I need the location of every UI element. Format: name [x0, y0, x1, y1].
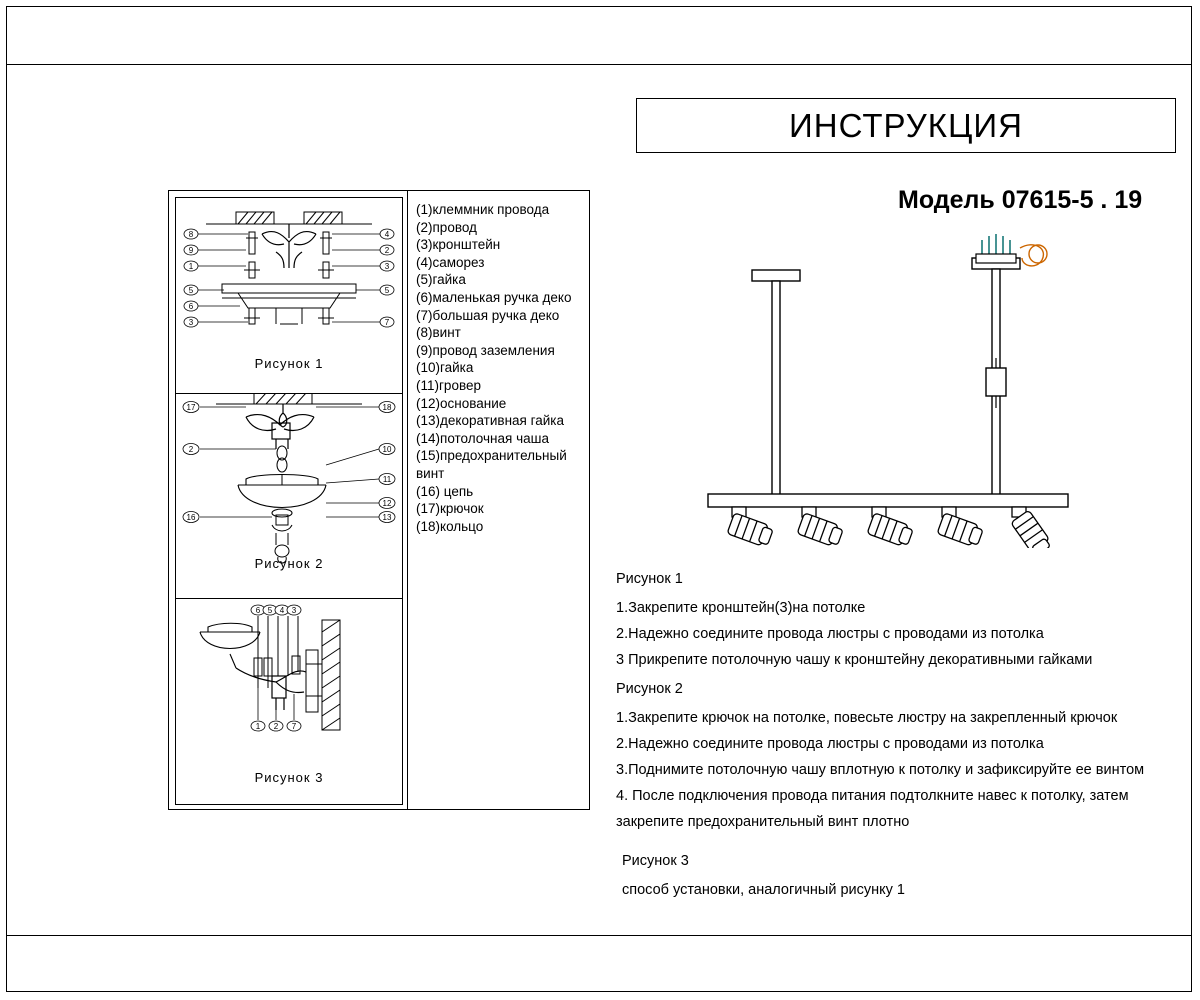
figure-1 — [176, 198, 402, 400]
parts-list-item: (3)кронштейн — [416, 237, 501, 253]
figure-3-caption: Рисунок 3 — [254, 770, 324, 785]
figure-3-drawing — [176, 598, 402, 768]
product-illustration — [690, 218, 1110, 548]
instructions-figure-3-heading: Рисунок 3 — [622, 853, 689, 869]
svg-text:10: 10 — [382, 445, 392, 454]
instruction-step: 2.Надежно соедините провода люстры с проводами из потолка — [616, 626, 1044, 642]
instruction-step: 1.Закрепите крючок на потолке, повесьте люстру на закрепленный крючок — [616, 710, 1118, 726]
svg-text:5: 5 — [384, 286, 390, 295]
svg-text:3: 3 — [384, 262, 390, 271]
figure-1-drawing — [176, 198, 402, 378]
svg-text:18: 18 — [382, 403, 392, 412]
svg-text:2: 2 — [188, 445, 194, 454]
parts-list-item: (18)кольцо — [416, 518, 484, 534]
parts-list-item: (7)большая ручка деко — [416, 307, 560, 323]
page-title: ИНСТРУКЦИЯ — [789, 106, 1023, 144]
svg-text:13: 13 — [382, 513, 392, 522]
instructions-figure-1-heading: Рисунок 1 — [616, 571, 683, 587]
svg-text:6: 6 — [255, 606, 261, 615]
figure-2-drawing — [176, 393, 402, 578]
figure-1-caption: Рисунок 1 — [254, 356, 324, 371]
parts-list-item: (6)маленькая ручка деко — [416, 289, 572, 305]
svg-text:17: 17 — [186, 403, 196, 412]
svg-text:6: 6 — [188, 302, 194, 311]
parts-list-item: (8)винт — [416, 325, 461, 341]
svg-text:1: 1 — [188, 262, 194, 271]
model-label: Модель 07615-5 . 19 — [898, 186, 1143, 214]
parts-list-item: (1)клеммник провода — [416, 202, 550, 217]
svg-text:5: 5 — [188, 286, 194, 295]
parts-list-item: (2)провод — [416, 219, 477, 235]
svg-text:4: 4 — [279, 606, 285, 615]
parts-list-item: (13)декоративная гайка — [416, 413, 564, 429]
instructions-figure-2-heading: Рисунок 2 — [616, 681, 683, 697]
track-light-drawing — [690, 218, 1110, 548]
svg-text:12: 12 — [382, 499, 392, 508]
parts-list-item: (17)крючок — [416, 501, 484, 517]
svg-text:7: 7 — [384, 318, 390, 327]
instructions-figure-2 — [616, 676, 1186, 835]
instruction-step: 2.Надежно соедините провода люстры с проводами из потолка — [616, 736, 1044, 752]
instruction-step: 4. После подключения провода питания подтолкните навес к потолку, затем закрепите предохранительный винт плотно — [616, 788, 1129, 830]
figures-frame — [168, 190, 408, 810]
instruction-step: способ установки, аналогичный рисунку 1 — [622, 882, 905, 898]
footer-rule — [6, 935, 1192, 936]
parts-list-item: (16) цепь — [416, 483, 474, 499]
svg-text:5: 5 — [267, 606, 273, 615]
svg-text:2: 2 — [273, 722, 279, 731]
parts-list-item: (5)гайка — [416, 272, 466, 288]
parts-list-item: (15)предохранительный винт — [416, 448, 567, 481]
svg-text:7: 7 — [291, 722, 297, 731]
svg-text:9: 9 — [188, 246, 194, 255]
svg-text:1: 1 — [255, 722, 261, 731]
instructions-figure-1 — [616, 566, 1186, 673]
document-title-box — [636, 98, 1176, 153]
figure-3 — [176, 598, 402, 804]
parts-list-item: (14)потолочная чаша — [416, 430, 549, 446]
instruction-step: 3.Поднимите потолочную чашу вплотную к потолку и зафиксируйте ее винтом — [616, 762, 1145, 778]
figure-2-caption: Рисунок 2 — [254, 556, 324, 571]
parts-list-item: (12)основание — [416, 395, 507, 411]
svg-text:2: 2 — [384, 246, 390, 255]
parts-list-item: (11)гровер — [416, 377, 481, 393]
svg-text:3: 3 — [188, 318, 194, 327]
svg-text:4: 4 — [384, 230, 390, 239]
figure-2 — [176, 393, 402, 606]
svg-text:16: 16 — [186, 513, 196, 522]
instructions-figure-3 — [616, 848, 1186, 903]
instruction-step: 3 Прикрепите потолочную чашу к кронштейну декоративными гайками — [616, 652, 1093, 668]
parts-list-item: (9)провод заземления — [416, 342, 555, 358]
figures-inner-frame — [175, 197, 403, 805]
instruction-step: 1.Закрепите кронштейн(3)на потолке — [616, 600, 866, 616]
parts-list-panel — [408, 190, 590, 810]
svg-text:8: 8 — [188, 230, 194, 239]
header-rule — [6, 64, 1192, 65]
parts-list-item: (4)саморез — [416, 254, 485, 270]
svg-text:11: 11 — [382, 475, 392, 484]
parts-list-item: (10)гайка — [416, 360, 474, 376]
svg-text:3: 3 — [291, 606, 297, 615]
